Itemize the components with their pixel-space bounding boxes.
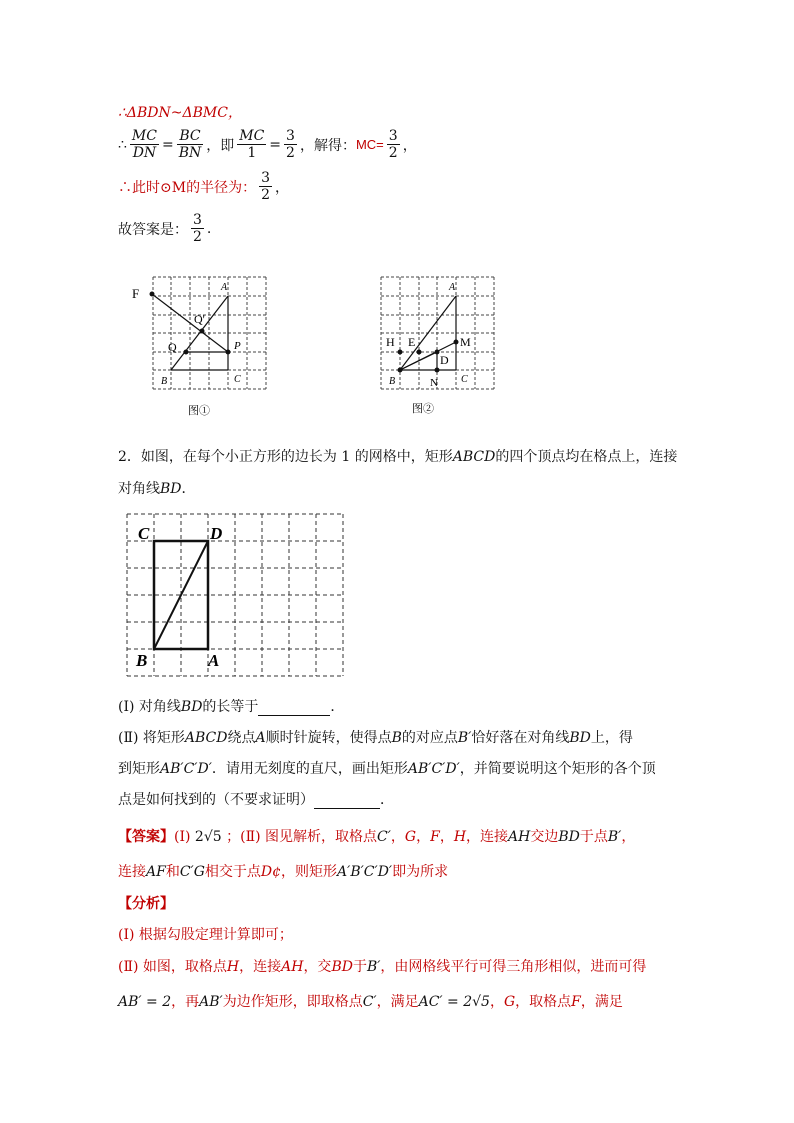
answer-value-1: 2√5	[194, 829, 222, 845]
answer-blank-2	[314, 792, 380, 809]
label-A: A	[221, 282, 228, 293]
similarity-text: ∴ΔBDN~ΔBMC，	[118, 105, 242, 121]
fraction-radius: $\frac{3}{2}$	[261, 170, 270, 203]
figure-1-grid	[153, 277, 266, 389]
label-C2: C	[461, 374, 468, 385]
label-A2: A	[449, 282, 456, 293]
answer-blank-1	[258, 699, 330, 716]
figure-1	[130, 270, 280, 420]
analysis-line-2: (Ⅱ) 如图，取格点H，连接AH，交BD于B′，由网格线平行可得三角形相似，进而可得	[118, 959, 647, 975]
fraction-mc-dn: $\frac{MC}{DN}$	[131, 128, 157, 161]
grid-label-A: A	[208, 651, 220, 670]
label-D: D	[440, 353, 449, 367]
question-2-line2: 到矩形AB′C′D′．请用无刻度的直尺，画出矩形AB′C′D′，并简要说明这个矩形的各个顶	[118, 761, 656, 777]
answer-prefix: 故答案是：	[118, 221, 188, 238]
fraction-answer: $\frac{3}{2}$	[193, 212, 202, 245]
analysis-tag: 【分析】	[118, 896, 174, 912]
answer-line: 故答案是： $\frac{3}{2}$ .	[118, 212, 212, 245]
similar-triangles-line	[118, 102, 242, 122]
label-B2: B	[389, 376, 396, 387]
fraction-mc-1: $\frac{MC}{1}$	[239, 128, 265, 161]
label-P: P	[234, 340, 241, 352]
label-H: H	[386, 335, 395, 349]
analysis-line-1: (Ⅰ) 根据勾股定理计算即可；	[118, 927, 293, 943]
figure-1-caption: 图①	[188, 405, 210, 417]
answer-line-1: 【答案】(Ⅰ) 2√5 ；(Ⅱ) 图见解析，取格点C′，G，F，H，连接AH交边BD于点B′，	[118, 829, 636, 845]
label-C: C	[234, 374, 241, 385]
problem-2-grid-figure	[124, 510, 349, 680]
problem-2-stem-line1: 2．如图，在每个小正方形的边长为 1 的网格中，矩形ABCD的四个顶点均在格点上，连接	[118, 449, 678, 465]
label-Q: Q	[168, 340, 177, 354]
label-M: M	[460, 335, 471, 349]
question-1: (Ⅰ) 对角线BD的长等于 ．	[118, 699, 345, 715]
label-Q-prime: Q'	[194, 312, 205, 326]
mc-result-label: MC=	[355, 137, 384, 152]
ratio-equation-line: ∴ $\frac{MC}{DN}$ = $\frac{BC}{BN}$ ，即 $\frac{MC}{1}$ = $\frac{3}{2}$ ，解得： MC= $\frac{3}{2}$ ，	[118, 128, 417, 161]
figure-2-caption: 图②	[412, 403, 434, 415]
radius-line: ∴此时⊙M的半径为： $\frac{3}{2}$ ，	[118, 170, 289, 203]
radius-text: ∴此时⊙M的半径为：	[118, 179, 257, 196]
fraction-bc-bn: $\frac{BC}{BN}$	[178, 128, 202, 161]
answer-line-2: 连接AF和C′G相交于点D¢，则矩形A′B′C′D′即为所求	[118, 864, 449, 880]
label-B: B	[161, 376, 168, 387]
label-N: N	[430, 377, 438, 389]
analysis-line-3: AB′ = 2，再AB′为边作矩形，即取格点C′，满足AC′ = 2√5，G，取格点F，满足	[118, 994, 623, 1010]
fraction-3-2: $\frac{3}{2}$	[286, 128, 295, 161]
question-2-line1: (Ⅱ) 将矩形ABCD绕点A顺时针旋转，使得点B的对应点B′恰好落在对角线BD上，得	[118, 730, 633, 746]
grid-label-C: C	[138, 524, 150, 543]
problem-2-stem-line2: 对角线BD．	[118, 481, 196, 497]
figure-2	[372, 270, 522, 420]
fraction-mc-value: $\frac{3}{2}$	[388, 128, 398, 161]
therefore-symbol: ∴	[118, 136, 127, 153]
problem-2-grid	[127, 514, 343, 676]
label-F: F	[132, 286, 140, 301]
answer-tag: 【答案】	[118, 829, 174, 845]
grid-label-B: B	[136, 651, 148, 670]
question-2-line3: 点是如何找到的（不要求证明） ．	[118, 792, 394, 808]
label-E: E	[408, 335, 416, 349]
grid-label-D: D	[210, 524, 223, 543]
